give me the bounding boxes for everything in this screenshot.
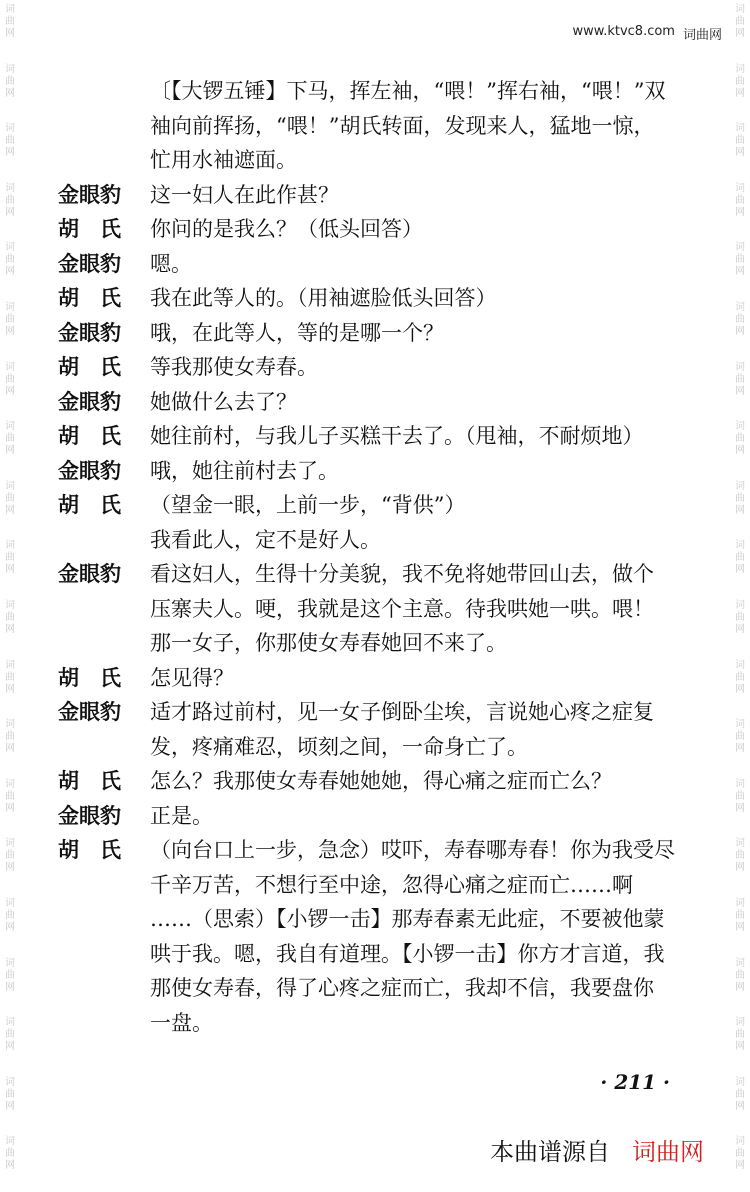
watermark-group	[5, 298, 15, 358]
speech-line: 千辛万苦，不想行至中途，忽得心痛之症而亡……啊	[150, 872, 633, 897]
watermark-group	[735, 715, 745, 775]
footer-brand[interactable]: 词曲网	[632, 1138, 704, 1166]
watermark-char: 曲	[735, 254, 745, 266]
watermark-char: 网	[735, 325, 745, 337]
speaker-name: 胡 氏	[58, 769, 121, 793]
watermark-char: 词	[5, 182, 15, 194]
watermark-char: 词	[5, 659, 15, 671]
watermark-char: 曲	[5, 1088, 15, 1100]
watermark-char: 网	[5, 921, 15, 933]
watermark-char: 网	[5, 981, 15, 993]
speech-line: 我在此等人的。（用袖遮脸低头回答）	[150, 286, 497, 310]
watermark-char: 词	[5, 361, 15, 373]
speech-line: ……（思索）【小锣一击】那寿春素无此症，不要被他蒙	[150, 907, 665, 931]
watermark-group	[5, 596, 15, 656]
watermark-char: 曲	[5, 433, 15, 445]
watermark-char: 网	[735, 981, 745, 993]
watermark-char: 网	[5, 1041, 15, 1053]
watermark-group	[735, 238, 745, 298]
watermark-group	[735, 1013, 745, 1073]
watermark-char: 曲	[735, 194, 745, 206]
watermark-char: 网	[5, 623, 15, 635]
site-mark	[573, 24, 723, 43]
watermark-char: 网	[5, 862, 15, 874]
watermark-char: 词	[735, 540, 745, 552]
dialogue-row	[58, 488, 708, 557]
watermark-char: 词	[5, 480, 15, 492]
watermark-char: 曲	[735, 1088, 745, 1100]
watermark-char: 曲	[5, 75, 15, 87]
speaker-name: 胡 氏	[58, 424, 121, 448]
watermark-char: 曲	[735, 373, 745, 385]
speech-line: （望金一眼，上前一步，“背供”）	[150, 493, 466, 517]
watermark-group	[5, 358, 15, 418]
speech-text	[150, 661, 708, 696]
watermark-char: 网	[5, 385, 15, 397]
watermark-char: 词	[5, 957, 15, 969]
speech-line: （向台口上一步，急念）哎吓，寿春哪寿春！你为我受尽	[150, 838, 675, 862]
watermark-char: 词	[735, 778, 745, 790]
watermark-char: 词	[5, 1076, 15, 1088]
watermark-char: 网	[735, 445, 745, 457]
watermark-char: 网	[735, 504, 745, 516]
watermark-group	[735, 954, 745, 1014]
watermark-char: 网	[5, 87, 15, 99]
watermark-group	[5, 894, 15, 954]
watermark-char: 词	[5, 242, 15, 254]
watermark-char: 曲	[5, 194, 15, 206]
speaker-name: 胡 氏	[58, 355, 121, 379]
watermark-char: 网	[735, 87, 745, 99]
watermark-char: 曲	[5, 254, 15, 266]
watermark-char: 曲	[735, 492, 745, 504]
watermark-char: 曲	[735, 671, 745, 683]
dialogue-row	[58, 799, 708, 834]
speech-text	[150, 212, 708, 247]
watermark-group	[735, 536, 745, 596]
watermark-char: 曲	[735, 611, 745, 623]
watermark-char: 网	[5, 147, 15, 159]
watermark-char: 词	[735, 957, 745, 969]
watermark-group	[735, 1073, 745, 1133]
watermark-char: 网	[5, 28, 15, 39]
watermark-char: 词	[5, 778, 15, 790]
speech-text	[150, 281, 708, 316]
watermark-char: 词	[735, 1017, 745, 1029]
watermark-char: 网	[5, 445, 15, 457]
watermark-char: 网	[735, 564, 745, 576]
watermark-char: 曲	[5, 1148, 15, 1160]
dialogue-row	[58, 247, 708, 282]
watermark-char: 曲	[5, 790, 15, 802]
watermark-char: 词	[735, 123, 745, 135]
watermark-char: 网	[735, 921, 745, 933]
speech-line: 看这妇人，生得十分美貌，我不免将她带回山去，做个	[150, 562, 654, 586]
speech-text	[150, 764, 708, 799]
watermark-char: 词	[735, 301, 745, 313]
watermark-char: 网	[735, 683, 745, 695]
speech-text	[150, 419, 708, 454]
watermark-char: 曲	[5, 16, 15, 27]
watermark-char: 词	[735, 719, 745, 731]
speech-text	[150, 695, 708, 764]
watermark-group	[5, 179, 15, 239]
dialogue-row	[58, 833, 708, 1040]
watermark-group	[735, 298, 745, 358]
speech-line: 哦，她往前村去了。	[150, 458, 339, 483]
watermark-char: 词	[5, 599, 15, 611]
speech-text	[150, 316, 708, 351]
watermark-char: 曲	[735, 790, 745, 802]
watermark-char: 网	[5, 325, 15, 337]
watermark-group	[5, 775, 15, 835]
watermark-group	[5, 954, 15, 1014]
speech-line: 她做什么去了？	[150, 389, 297, 414]
watermark-group	[735, 1132, 745, 1192]
speaker-name: 金眼豹	[58, 320, 121, 345]
watermark-char: 网	[735, 206, 745, 218]
speech-line: 你问的是我么？（低头回答）	[150, 217, 423, 241]
dialogue-row	[58, 74, 708, 178]
watermark-group	[5, 834, 15, 894]
watermark-char: 网	[5, 743, 15, 755]
speech-line: 怎么？我那使女寿春她她她，得心痛之症而亡么？	[150, 769, 612, 793]
dialogue-row	[58, 695, 708, 764]
watermark-char: 曲	[5, 492, 15, 504]
watermark-char: 曲	[735, 16, 745, 27]
watermark-group	[735, 596, 745, 656]
watermark-char: 词	[735, 1136, 745, 1148]
speech-line: 忙用水袖遮面。	[150, 148, 297, 172]
watermark-char: 词	[5, 1017, 15, 1029]
watermark-char: 词	[5, 123, 15, 135]
watermark-char: 曲	[5, 373, 15, 385]
speech-line: 这一妇人在此作甚？	[150, 182, 339, 207]
watermark-char: 网	[735, 1100, 745, 1112]
speaker-name: 胡 氏	[58, 838, 121, 862]
speaker-name: 金眼豹	[58, 182, 121, 207]
watermark-char: 曲	[5, 969, 15, 981]
watermark-char: 词	[735, 242, 745, 254]
dialogue-row	[58, 316, 708, 351]
watermark-char: 词	[735, 1076, 745, 1088]
watermark-char: 曲	[735, 731, 745, 743]
watermark-char: 曲	[5, 909, 15, 921]
left-watermark-strip	[1, 0, 19, 1192]
speaker-name: 金眼豹	[58, 562, 121, 586]
watermark-char: 网	[5, 504, 15, 516]
watermark-char: 词	[735, 421, 745, 433]
speech-line: 那一女子，你那使女寿春她回不来了。	[150, 631, 507, 655]
watermark-group	[735, 119, 745, 179]
watermark-char: 词	[5, 301, 15, 313]
watermark-char: 曲	[735, 850, 745, 862]
watermark-group	[735, 894, 745, 954]
watermark-char: 网	[735, 743, 745, 755]
dialogue-row	[58, 764, 708, 799]
watermark-char: 曲	[735, 433, 745, 445]
speech-line: 怎见得？	[150, 665, 234, 690]
watermark-char: 曲	[5, 313, 15, 325]
watermark-group	[5, 60, 15, 120]
dialogue-row	[58, 419, 708, 454]
watermark-char: 网	[735, 802, 745, 814]
watermark-group	[5, 0, 15, 60]
watermark-char: 曲	[735, 969, 745, 981]
watermark-char: 曲	[5, 135, 15, 147]
speech-line: 一盘。	[150, 1010, 213, 1035]
speech-line: 她往前村，与我儿子买糕干去了。（甩袖，不耐烦地）	[150, 424, 644, 448]
watermark-group	[735, 477, 745, 537]
speaker-name: 胡 氏	[58, 286, 121, 310]
watermark-group	[735, 656, 745, 716]
watermark-char: 词	[735, 4, 745, 15]
watermark-char: 词	[5, 838, 15, 850]
watermark-char: 词	[735, 599, 745, 611]
watermark-char: 曲	[735, 135, 745, 147]
watermark-char: 网	[735, 1041, 745, 1053]
watermark-char: 词	[735, 480, 745, 492]
watermark-char: 词	[735, 63, 745, 75]
dialogue-row	[58, 212, 708, 247]
script-body	[58, 74, 708, 1040]
watermark-char: 曲	[735, 1029, 745, 1041]
speech-text	[150, 350, 708, 385]
watermark-char: 词	[5, 897, 15, 909]
watermark-char: 曲	[5, 1029, 15, 1041]
speech-text	[150, 385, 708, 420]
watermark-char: 词	[5, 1136, 15, 1148]
watermark-char: 曲	[5, 850, 15, 862]
watermark-char: 网	[5, 683, 15, 695]
watermark-char: 网	[735, 1160, 745, 1172]
watermark-group	[5, 119, 15, 179]
watermark-char: 词	[5, 540, 15, 552]
watermark-group	[5, 417, 15, 477]
watermark-char: 网	[735, 623, 745, 635]
watermark-char: 词	[735, 659, 745, 671]
watermark-group	[5, 715, 15, 775]
watermark-char: 网	[735, 385, 745, 397]
watermark-char: 网	[735, 147, 745, 159]
speech-line: 我看此人，定不是好人。	[150, 527, 381, 552]
watermark-char: 曲	[735, 75, 745, 87]
watermark-char: 网	[5, 1160, 15, 1172]
dialogue-row	[58, 281, 708, 316]
watermark-char: 网	[5, 1100, 15, 1112]
watermark-char: 词	[735, 838, 745, 850]
dialogue-row	[58, 557, 708, 661]
speaker-name: 金眼豹	[58, 803, 121, 828]
watermark-group	[5, 1073, 15, 1133]
watermark-char: 词	[735, 897, 745, 909]
watermark-char: 网	[5, 564, 15, 576]
speech-line: 嗯。	[150, 251, 192, 276]
speaker-name: 金眼豹	[58, 458, 121, 483]
watermark-char: 曲	[5, 671, 15, 683]
watermark-char: 曲	[5, 731, 15, 743]
watermark-group	[735, 834, 745, 894]
watermark-group	[5, 238, 15, 298]
watermark-char: 网	[5, 266, 15, 278]
speech-text	[150, 454, 708, 489]
speaker-name: 金眼豹	[58, 700, 121, 724]
watermark-group	[735, 417, 745, 477]
footer-mark	[490, 1132, 704, 1167]
watermark-char: 曲	[735, 1148, 745, 1160]
watermark-char: 曲	[735, 313, 745, 325]
speaker-name: 胡 氏	[58, 665, 121, 690]
site-name: 词曲网	[682, 28, 722, 43]
speech-text	[150, 488, 708, 557]
dialogue-row	[58, 350, 708, 385]
watermark-char: 网	[735, 28, 745, 39]
site-url[interactable]: www.ktvc8.com	[572, 24, 675, 39]
dialogue-row	[58, 661, 708, 696]
page-number: · 211 ·	[600, 1070, 670, 1094]
speech-line: 袖向前挥扬，“喂！”胡氏转面，发现来人，猛地一惊，	[150, 113, 655, 138]
watermark-char: 网	[735, 266, 745, 278]
watermark-char: 网	[5, 802, 15, 814]
speech-text	[150, 557, 708, 661]
speech-text	[150, 247, 708, 282]
right-watermark-strip	[731, 0, 749, 1192]
watermark-char: 词	[5, 63, 15, 75]
speech-line: 〔【大锣五锤】下马，挥左袖，“喂！”挥右袖，“喂！”双	[150, 79, 666, 103]
speaker-name: 金眼豹	[58, 251, 121, 276]
speech-text	[150, 833, 708, 1040]
footer-source-label: 本曲谱源自	[490, 1138, 610, 1166]
watermark-group	[5, 477, 15, 537]
watermark-group	[735, 60, 745, 120]
watermark-group	[5, 1132, 15, 1192]
speech-line: 正是。	[150, 803, 213, 828]
watermark-char: 词	[5, 719, 15, 731]
watermark-char: 词	[5, 421, 15, 433]
speech-line: 等我那使女寿春。	[150, 355, 318, 379]
watermark-group	[735, 358, 745, 418]
speech-line: 哄于我。嗯，我自有道理。【小锣一击】你方才言道，我	[150, 941, 665, 966]
speech-line: 压寨夫人。哽，我就是这个主意。待我哄她一哄。喂！	[150, 596, 654, 621]
speaker-name: 金眼豹	[58, 389, 121, 414]
watermark-group	[5, 656, 15, 716]
watermark-char: 曲	[735, 552, 745, 564]
watermark-group	[5, 1013, 15, 1073]
speech-line: 哦，在此等人，等的是哪一个？	[150, 320, 444, 345]
dialogue-row	[58, 178, 708, 213]
speech-text	[150, 178, 708, 213]
speech-text	[150, 74, 708, 178]
speech-line: 发，疼痛难忍，顷刻之间，一命身亡了。	[150, 734, 528, 759]
watermark-char: 词	[735, 361, 745, 373]
speaker-name: 胡 氏	[58, 493, 121, 517]
watermark-char: 曲	[5, 611, 15, 623]
watermark-group	[735, 0, 745, 60]
watermark-group	[735, 179, 745, 239]
watermark-group	[735, 775, 745, 835]
speaker-name: 胡 氏	[58, 217, 121, 241]
watermark-char: 曲	[735, 909, 745, 921]
watermark-char: 词	[735, 182, 745, 194]
dialogue-row	[58, 385, 708, 420]
speech-text	[150, 799, 708, 834]
watermark-char: 网	[735, 862, 745, 874]
watermark-char: 词	[5, 4, 15, 15]
speech-line: 适才路过前村，见一女子倒卧尘埃，言说她心疼之症复	[150, 700, 654, 724]
watermark-group	[5, 536, 15, 596]
speech-line: 那使女寿春，得了心疼之症而亡，我却不信，我要盘你	[150, 976, 654, 1000]
watermark-char: 曲	[5, 552, 15, 564]
watermark-char: 网	[5, 206, 15, 218]
dialogue-row	[58, 454, 708, 489]
